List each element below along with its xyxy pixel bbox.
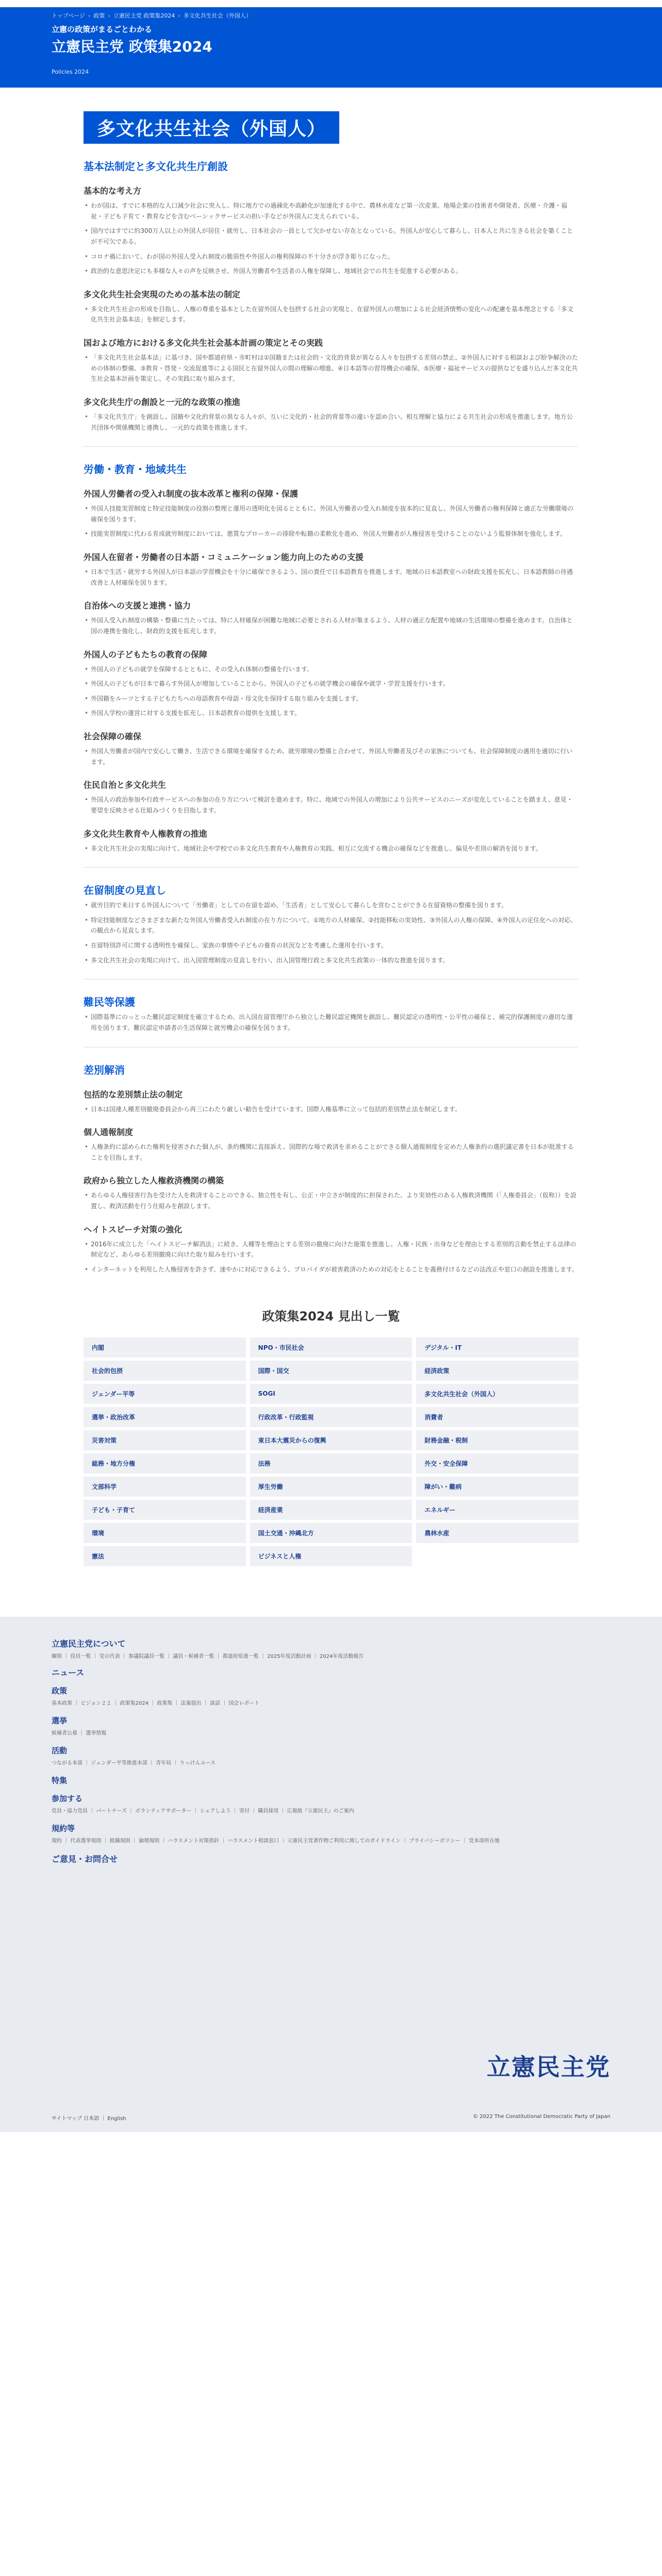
page-title: 多文化共生社会（外国人） [84, 111, 339, 144]
breadcrumb-current: 多文化共生社会（外国人） [183, 12, 252, 19]
subsection-title: 包括的な差別禁止法の制定 [84, 1089, 183, 1099]
list-item: • 多文化共生社会の形成を目指し、人権の尊重を基本とした在留外国人を包摂する社会の実現と、在留外国人の増加による社会経済情勢の変化への配慮を基本理念とする「多文化共生社会基本法」を制定します。 [84, 304, 578, 325]
footer-election-link[interactable]: 選挙 [52, 1716, 68, 1725]
list-item: • 人権条約に認められた権利を侵害された個人が、条約機関に直接訴え、国際的な場で救済を求めることができる個人通報制度を定めた人権条約の選択議定書を日本が批准することを目指します。 [84, 1142, 578, 1163]
section-title: 労働・教育・地域共生 [84, 463, 187, 476]
list-item: • 外国人学校の運営に対する支援を拡充し、日本語教育の提供を支援します。 [84, 708, 578, 719]
subsection-title: 国および地方における多文化共生社会基本計画の策定とその実践 [84, 338, 323, 348]
bullet-list [84, 794, 578, 816]
list-item: • 就労目的で来日する外国人について「労働者」としての在留を認め、「生活者」として安心して暮らしを営むことができる在留資格の整備を図ります。 [84, 900, 578, 911]
breadcrumb [52, 7, 610, 21]
subsection-title: 基本的な考え方 [84, 186, 142, 196]
index-link[interactable]: 国際・国交 [250, 1361, 412, 1381]
copyright: © 2022 The Constitutional Democratic Party of Japan [473, 2113, 610, 2120]
sitemap-links[interactable]: サイトマップ 日本語 ｜ English [52, 2115, 126, 2122]
party-logo: 立憲民主党 [487, 2053, 610, 2081]
list-item: • 国際基準にのっとった難民認定制度を確立するため、出入国在留管理庁から独立した難民認定機関を創設し、難民認定の透明性・公平性の確保と、補完的保護制度の適切な運用を図ります。難民認定申請者の生活保障と就労機会の確保を図ります。 [84, 1012, 578, 1033]
index-link[interactable]: 文部科学 [84, 1477, 246, 1497]
list-item: • 技能実習制度に代わる育成就労制度においては、悪質なブローカーの排除や転籍の柔軟化を進め、外国人労働者が人権侵害を受けることのないよう監督体制を強化します。 [84, 529, 578, 539]
subsection-title: 社会保障の確保 [84, 732, 142, 741]
bullet-list [84, 567, 578, 588]
subsection-title: 多文化共生庁の創設と一元的な政策の推進 [84, 397, 241, 407]
index-link[interactable]: ビジネスと人権 [250, 1546, 412, 1566]
bullet-list [84, 1190, 578, 1211]
index-link[interactable]: 国土交通・沖縄北方 [250, 1523, 412, 1543]
footer-about-links[interactable]: 綱領 ｜ 役員一覧 ｜ 党の代表 ｜ 参議院議員一覧 ｜ 議員・候補者一覧 ｜ 都道府県連一覧 ｜ 2025年度活動計画 ｜ 2024年度活動報告 [52, 1653, 364, 1659]
subsection-title: ヘイトスピーチ対策の強化 [84, 1224, 183, 1234]
footer-join-link[interactable]: 参加する [52, 1793, 83, 1803]
section-title: 基本法制定と多文化共生庁創設 [84, 160, 228, 173]
list-item: • 外国人技能実習制度と特定技能制度の役割の整理と運用の透明化を図るとともに、外国人労働者の受入れ制度を抜本的に見直し、外国人労働者の権利保障と適正な労働環境の確保を図ります。 [84, 503, 578, 524]
list-item: • あらゆる人権侵害行為を受けた人を救済することのできる、独立性を有し、公正・中立さが制度的に担保された、より実効性のある人権救済機関（「人権委員会」（仮称））を設置し、救済活動を行う仕組みを創設します。 [84, 1190, 578, 1211]
index-link[interactable]: 社会的包摂 [84, 1361, 246, 1381]
list-item: • 外国人の政治参加や行政サービスへの参加の在り方について検討を進めます。特に、地域での外国人の増加により公共サービスのニーズが変化していることを踏まえ、意見・要望を反映させる仕組みづくりを目指します。 [84, 794, 578, 816]
subsection-title: 多文化共生教育や人権教育の推進 [84, 828, 208, 839]
policy-index [84, 1306, 578, 1566]
index-link[interactable]: 憲法 [84, 1546, 246, 1566]
footer-activity-links[interactable]: つながる本部 ｜ ジェンダー平等推進本部 ｜ 青年局 ｜ りっけんユース [52, 1760, 216, 1766]
site-title[interactable]: 立憲民主党 政策集2024 [52, 38, 212, 55]
index-link[interactable]: 外交・安全保障 [416, 1453, 578, 1473]
subsection-title: 外国人在留者・労働者の日本語・コミュニケーション能力向上のための支援 [84, 552, 364, 562]
footer-policy-links[interactable]: 基本政策 ｜ ビジョン２２ ｜ 政策集2024 ｜ 政策集 ｜ 法案提出 ｜ 談話 ｜ 国会レポート [52, 1700, 260, 1706]
breadcrumb-separator-icon: › [108, 12, 110, 19]
index-link[interactable]: 選挙・政治改革 [84, 1407, 246, 1427]
subsection-title: 自治体への支援と連携・協力 [84, 601, 191, 611]
list-item: • 日本は国連人種差別撤廃委員会から再三にわたり厳しい勧告を受けています。国際人権基準に立って包括的差別禁止法を制定します。 [84, 1104, 578, 1115]
list-item: • 外国人労働者が国内で安心して働き、生活できる環境を確保するため、就労環境の整備と合わせて、外国人労働者及びその家族についても、社会保障制度の適用を適切に行います。 [84, 746, 578, 767]
footer-join-links[interactable]: 党員・協力党員 ｜ パートナーズ ｜ ボランティアサポーター ｜ シェアしよう ｜ 寄付 ｜ 職員採用 ｜ 広報紙『立憲民主』のご案内 [52, 1808, 354, 1814]
site-header [0, 7, 662, 88]
footer-news-link[interactable]: ニュース [52, 1667, 85, 1677]
bullet-list [84, 1012, 578, 1033]
list-item: • 外国人の子どもの就学を保障するとともに、その受入れ体制の整備を行います。 [84, 664, 578, 675]
bullet-list [84, 412, 578, 433]
list-item: • 多文化共生社会の実現に向けて、出入国管理制度の見直しを行い、出入国管理行政と多文化共生政策の一体的な推進を図ります。 [84, 955, 578, 966]
list-item: • 外国人の子どもが日本で暮らす外国人が増加していることから、外国人の子どもの就学機会の確保や就学・学習支援を行います。 [84, 679, 578, 689]
index-link[interactable]: エネルギー [416, 1500, 578, 1520]
subsection-title: 外国人の子どもたちの教育の保障 [84, 649, 208, 659]
site-footer [0, 1617, 662, 2132]
index-link[interactable]: 内閣 [84, 1337, 246, 1358]
breadcrumb-policy[interactable]: 政策 [93, 12, 105, 19]
index-link[interactable]: NPO・市民社会 [250, 1337, 412, 1358]
section-title: 差別解消 [84, 1063, 125, 1076]
breadcrumb-policy-2024[interactable]: 立憲民主党 政策集2024 [113, 12, 175, 19]
subsection-title: 個人通報制度 [84, 1127, 134, 1138]
list-item: • コロナ禍において、わが国の外国人受入れ制度の脆弱性や外国人の権利保障の不十分さが浮き彫りになった。 [84, 251, 578, 262]
footer-policy-link[interactable]: 政策 [52, 1686, 68, 1696]
index-link[interactable]: 環境 [84, 1523, 246, 1543]
breadcrumb-separator-icon: › [178, 12, 180, 19]
site-tagline: Policies 2024 [52, 69, 89, 75]
index-link[interactable]: 法務 [250, 1453, 412, 1473]
list-item: • 外国籍をルーツとする子どもたちへの母語教育や母語・母文化を保持する取り組みを支援します。 [84, 693, 578, 704]
list-item: • 在留特別許可に関する透明性を確保し、家族の事情や子どもの養育の状況などを考慮した運用を行います。 [84, 940, 578, 951]
bullet-list [84, 900, 578, 965]
bullet-list [84, 615, 578, 636]
site-subtitle: 立憲の政策がまるごとわかる [52, 25, 153, 34]
index-link[interactable]: 経済産業 [250, 1500, 412, 1520]
index-link[interactable]: 農林水産 [416, 1523, 578, 1543]
index-link[interactable]: 厚生労働 [250, 1477, 412, 1497]
section-divider [84, 867, 578, 868]
main-content [84, 88, 578, 1275]
subsection-title: 政府から独立した人権救済機関の構築 [84, 1176, 224, 1186]
bullet-list [84, 1104, 578, 1115]
bullet-list [84, 664, 578, 719]
breadcrumb-home[interactable]: トップページ [52, 12, 86, 19]
bullet-list [84, 352, 578, 384]
list-item: • 日本で生活・就労する外国人が日本語の学習機会を十分に確保できるよう、国の責任で日本語教育を推進します。地域の日本語教室への財政支援を拡充し、日本語教師の待遇改善と人材確保を図ります。 [84, 567, 578, 588]
index-link[interactable]: 総務・地方分権 [84, 1453, 246, 1473]
index-link[interactable]: 障がい・難病 [416, 1477, 578, 1497]
footer-activity-link[interactable]: 活動 [52, 1745, 68, 1755]
index-link[interactable]: デジタル・IT [416, 1337, 578, 1358]
footer-bottom-bar [52, 2114, 610, 2122]
bullet-list [84, 1239, 578, 1275]
footer-rules-links[interactable]: 規約 ｜ 代表選挙規則 ｜ 組織規則 ｜ 倫理規則 ｜ ハラスメント対策指針 ｜ ハラスメント相談窓口 ｜ 立憲民主党著作物ご利用に関してのガイドライン ｜ プライバシーポリシー ｜ 党本部所在地 [52, 1838, 500, 1844]
list-item: • 外国人受入れ制度の構築・整備に当たっては、特に人材確保が困難な地域に必要とされる人材が集まるよう、人材の適正な配置や地域の生活環境の整備を進めます。自治体と国の連携を強化し、財政的支援を拡充します。 [84, 615, 578, 636]
footer-election-links[interactable]: 候補者公募 ｜ 選挙情報 [52, 1730, 107, 1736]
footer-feature-link[interactable]: 特集 [52, 1775, 68, 1785]
index-grid [84, 1337, 578, 1566]
index-link[interactable]: 経済政策 [416, 1361, 578, 1381]
list-item: • 国内ではすでに約300万人以上の外国人が居住・就労し、日本社会の一員として欠かせない存在となっている。外国人が安心して暮らし、日本人と共に生きる社会を築くことが不可欠である。 [84, 226, 578, 247]
footer-about-link[interactable]: 立憲民主党について [52, 1638, 126, 1649]
footer-contact-link[interactable]: ご意見・お問合せ [52, 1854, 118, 1864]
index-link[interactable]: 消費者 [416, 1407, 578, 1427]
subsection-title: 住民自治と多文化共生 [84, 780, 167, 790]
bullet-list [84, 1142, 578, 1163]
policy-sections [84, 158, 578, 1275]
index-title: 政策集2024 見出し一覧 [262, 1309, 400, 1324]
index-link[interactable]: 災害対策 [84, 1430, 246, 1450]
list-item: • 特定技能制度などさまざまな新たな外国人労働者受入れ制度の在り方について、①地方の人材確保、②技能移転の実効性、③外国人の人権の保障、④外国人の定住化への対応、の観点から見直します。 [84, 915, 578, 936]
bullet-list [84, 503, 578, 539]
list-item: • 「多文化共生庁」を創設し、国籍や文化的背景の異なる人々が、互いに文化的・社会的背景等の違いを認め合い、相互理解と協力による共生社会の形成を推進します。地方公共団体や関係機関と連携し、一元的な政策を推進します。 [84, 412, 578, 433]
subsection-title: 多文化共生社会実現のための基本法の制定 [84, 289, 241, 299]
index-link[interactable]: 多文化共生社会（外国人） [416, 1384, 578, 1404]
bullet-list [84, 746, 578, 767]
index-link[interactable]: 財務金融・税制 [416, 1430, 578, 1450]
list-item: • わが国は、すでに本格的な人口減少社会に突入し、特に地方での過疎化や高齢化が加速化する中で、農林水産など第一次産業、地場企業の技術者や開発者、医療・介護・福祉・子ども子育て・教育などを含むベーシックサービスの担い手などが外国人に支えられている。 [84, 200, 578, 222]
subsection-title: 外国人労働者の受入れ制度の抜本改革と権利の保障・保護 [84, 489, 299, 499]
bullet-list [84, 843, 578, 854]
list-item: • 多文化共生社会の実現に向けて、地域社会や学校での多文化共生教育や人権教育の実践、相互に交流する機会の確保などを推進し、偏見や差別の解消を図ります。 [84, 843, 578, 854]
section-divider [84, 446, 578, 447]
footer-rules-link[interactable]: 規約等 [52, 1823, 75, 1833]
index-link[interactable]: 東日本大震災からの復興 [250, 1430, 412, 1450]
top-strip [0, 0, 662, 7]
list-item: • 「多文化共生社会基本法」に基づき、国や都道府県・市町村は①国籍または社会的・文化的背景が異なる人々を包摂する差別の禁止、②外国人に対する相談および紛争解決のための体制の整備、③教育・啓発・交流促進等による国民と在留外国人の間の理解の増進、④日本語等の習得機会の確保、⑤医療・福祉サービスの提供などを盛り込んだ多文化共生社会基本計画を策定し、その実践に取り組みます。 [84, 352, 578, 384]
list-item: • 2016年に成立した「ヘイトスピーチ解消法」に続き、人種等を理由とする差別の撤廃に向けた施策を推進し、人権・民族・出身などを理由とする差別的言動を禁止する法律の制定など、あらゆる差別撤廃に向けた取り組みを行います。 [84, 1239, 578, 1260]
index-link[interactable]: ジェンダー平等 [84, 1384, 246, 1404]
bullet-list [84, 200, 578, 277]
list-item: • 政治的な意思決定にも多様な人々の声を反映させ、外国人労働者や生活者の人権を保障し、地域社会での共生を促進する必要がある。 [84, 266, 578, 277]
section-title: 難民等保護 [84, 996, 135, 1009]
index-link[interactable]: SOGI [250, 1384, 412, 1404]
list-item: • インターネットを利用した人権侵害を許さず、速やかに対応できるよう、プロバイダが被害救済のための対応をとることを義務付けるなどの法改正や窓口の創設を推進します。 [84, 1264, 578, 1275]
index-link[interactable]: 行政改革・行政監視 [250, 1407, 412, 1427]
breadcrumb-separator-icon: › [88, 12, 91, 19]
section-title: 在留制度の見直し [84, 884, 166, 897]
bullet-list [84, 304, 578, 325]
index-link[interactable]: 子ども・子育て [84, 1500, 246, 1520]
